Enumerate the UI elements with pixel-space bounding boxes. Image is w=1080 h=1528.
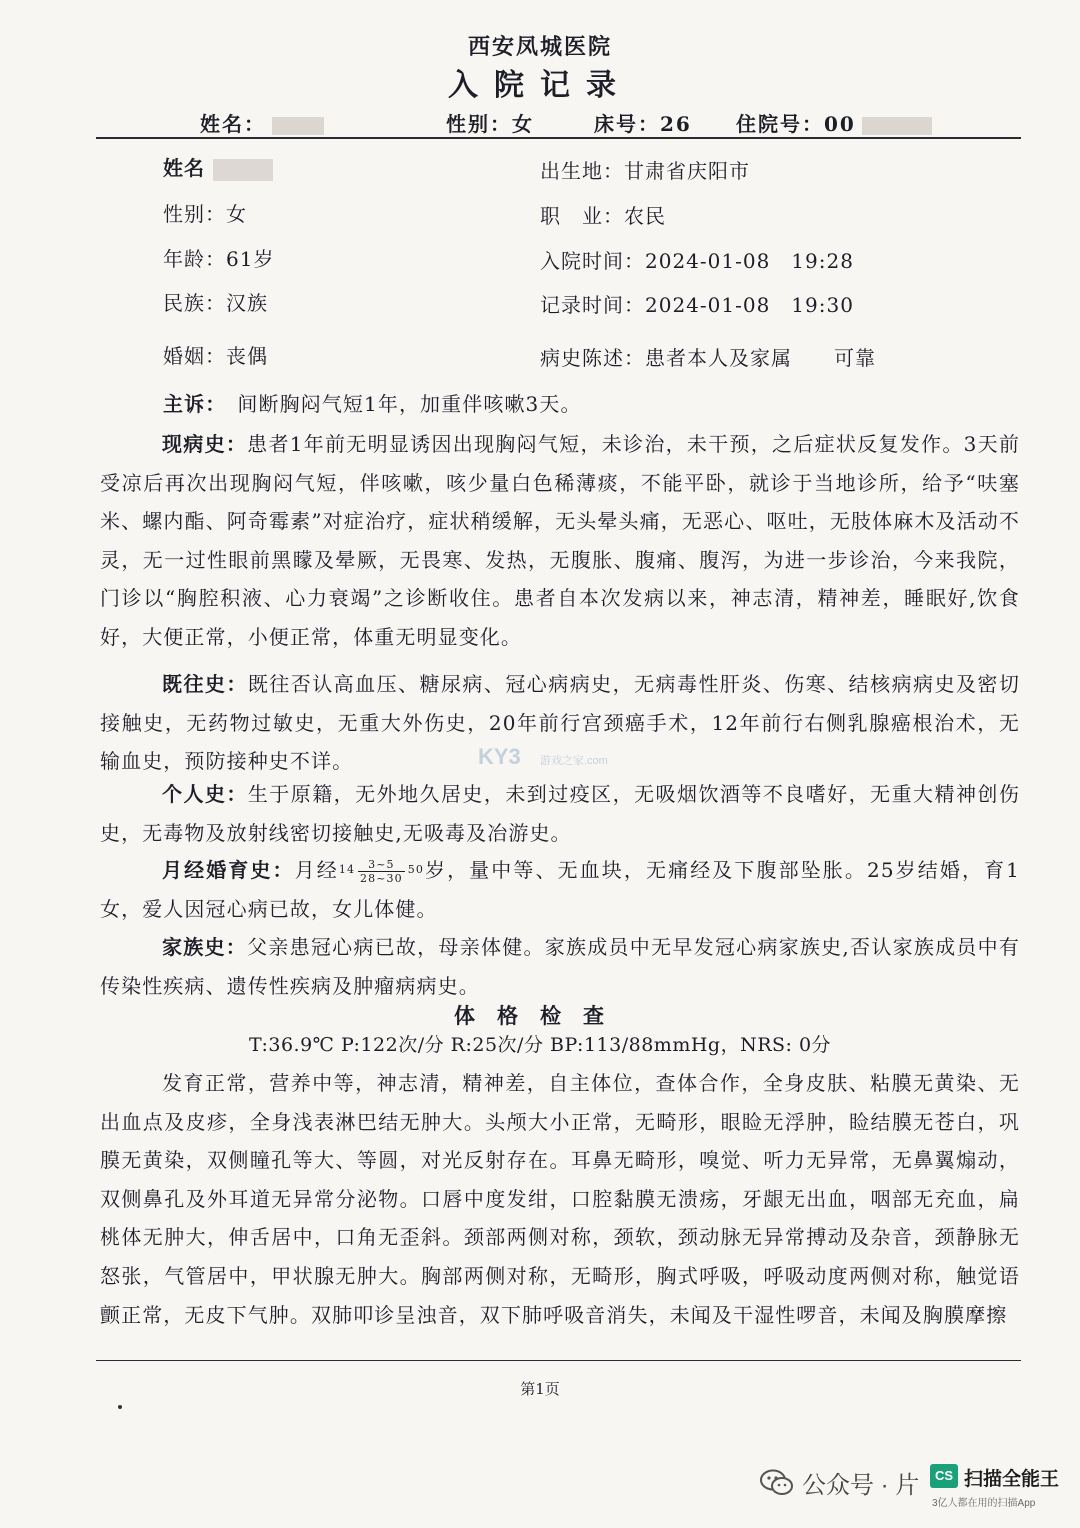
menstrual-cycle: 28~30	[360, 872, 403, 885]
menstrual-fraction	[358, 858, 405, 885]
header-name-label: 姓名：	[200, 112, 266, 136]
info-ethnicity: 民族：汉族	[163, 291, 268, 315]
menopause-age: 50	[407, 863, 424, 876]
info-birthplace: 出生地：甘肃省庆阳市	[540, 159, 750, 183]
redacted-patient-name	[213, 159, 273, 181]
family-history-label: 家族史：	[162, 935, 248, 959]
info-occupation: 职 业：农民	[540, 204, 666, 228]
info-gender: 性别：女	[163, 202, 247, 226]
header-divider	[96, 137, 1021, 139]
chief-complaint	[163, 385, 1013, 424]
site-watermark-sub: 游戏之家.com	[540, 755, 608, 767]
info-name-label: 姓名	[163, 156, 205, 180]
menstrual-history-text: 岁，量中等、无血块，无痛经及下腹部坠胀。25岁结婚，育1女，爱人因冠心病已故，女儿体健。	[100, 858, 1021, 921]
wechat-icon	[760, 1469, 794, 1497]
camscanner-tagline: 3亿人都在用的扫描App	[932, 1498, 1036, 1509]
physical-exam-text: 发育正常，营养中等，神志清，精神差，自主体位，查体合作，全身皮肤、粘膜无黄染、无出血点及皮疹，全身浅表淋巴结无肿大。头颅大小正常，无畸形，眼睑无浮肿，睑结膜无苍白，巩膜无黄染，双侧瞳孔等大、等圆，对光反射存在。耳鼻无畸形，嗅觉、听力无异常，无鼻翼煽动，双侧鼻孔及外耳道无异常分泌物。口唇中度发绀，口腔黏膜无溃疡，牙龈无出血，咽部无充血，扁桃体无肿大，伸舌居中，口角无歪斜。颈部两侧对称，颈软，颈动脉无异常搏动及杂音，颈静脉无怒张，气管居中，甲状腺无肿大。胸部两侧对称，无畸形，胸式呼吸，呼吸动度两侧对称，触觉语颤正常，无皮下气肿。双肺叩诊呈浊音，双下肺呼吸音消失，未闻及干湿性啰音，未闻及胸膜摩擦	[100, 1071, 1020, 1327]
info-admit-time: 入院时间：2024-01-08 19:28	[540, 249, 854, 273]
camscanner-badge	[930, 1462, 1060, 1512]
header-name	[200, 108, 324, 137]
wechat-account-label	[760, 1465, 919, 1500]
family-history-text: 父亲患冠心病已故，母亲体健。家族成员中无早发冠心病家族史,否认家族成员中有传染性疾病、遗传性疾病及肿瘤病病史。	[100, 935, 1020, 998]
camscanner-logo-icon: CS	[930, 1464, 958, 1488]
present-illness-text: 患者1年前无明显诱因出现胸闷气短，未诊治，未干预，之后症状反复发作。3天前受凉后再次出现胸闷气短，伴咳嗽，咳少量白色稀薄痰，不能平卧，就诊于当地诊所，给予“呋塞米、螺内酯、阿奇霉素”对症治疗，症状稍缓解，无头晕头痛，无恶心、呕吐，无肢体麻木及活动不灵，无一过性眼前黑矇及晕厥，无畏寒、发热，无腹胀、腹痛、腹泻，为进一步诊治，今来我院，门诊以“胸腔积液、心力衰竭”之诊断收住。患者自本次发病以来，神志清，精神差，睡眠好,饮食好，大便正常，小便正常，体重无明显变化。	[100, 432, 1020, 649]
menstrual-prefix: 月经	[294, 858, 339, 882]
redacted-admission-mask	[862, 117, 932, 135]
redacted-name-mask	[272, 117, 324, 135]
menarche-age: 14	[338, 863, 356, 876]
personal-history-label: 个人史：	[162, 782, 248, 806]
chief-complaint-label: 主诉：	[163, 392, 217, 416]
footer-divider	[96, 1360, 1021, 1361]
past-history-label: 既往史：	[162, 672, 248, 696]
info-name	[163, 152, 273, 181]
personal-history-text: 生于原籍，无外地久居史，未到过疫区，无吸烟饮酒等不良嗜好，无重大精神创伤史，无毒物及放射线密切接触史,无吸毒及冶游史。	[100, 782, 1020, 845]
physical-exam-title: 体格检查	[454, 1003, 626, 1028]
site-watermark-logo: KY3	[478, 744, 521, 769]
info-marital: 婚姻：丧偶	[163, 344, 268, 368]
document-title: 入院记录	[448, 68, 632, 103]
info-history-source: 病史陈述：患者本人及家属 可靠	[540, 346, 876, 370]
past-history-text: 既往否认高血压、糖尿病、冠心病病史，无病毒性肝炎、伤寒、结核病病史及密切接触史，无药物过敏史，无重大外伤史，20年前行宫颈癌手术，12年前行右侧乳腺癌根治术，无输血史，预防接种史不详。	[100, 672, 1020, 774]
menstrual-duration: 3~5	[358, 858, 405, 872]
hospital-name: 西安凤城医院	[467, 34, 612, 60]
info-age: 年龄：61岁	[163, 247, 275, 271]
scan-speck	[118, 1405, 122, 1409]
admission-no-text: 住院号：00	[736, 112, 856, 136]
family-history	[100, 928, 1020, 1005]
present-illness	[100, 425, 1020, 657]
header-gender: 性别：女	[446, 112, 534, 136]
menstrual-history-label: 月经婚育史：	[162, 858, 295, 882]
chief-complaint-text: 间断胸闷气短1年，加重伴咳嗽3天。	[237, 392, 582, 416]
personal-history	[100, 775, 1020, 852]
camscanner-name: 扫描全能王	[964, 1469, 1060, 1490]
header-bed: 床号：26	[594, 112, 692, 136]
header-admission-no	[736, 108, 932, 137]
vital-signs: T:36.9℃ P:122次/分 R:25次/分 BP:113/88mmHg，NRS: 0分	[248, 1034, 832, 1056]
page-number: 第1页	[520, 1380, 560, 1398]
menstrual-history	[100, 851, 1020, 928]
present-illness-label: 现病史：	[162, 432, 248, 456]
info-record-time: 记录时间：2024-01-08 19:30	[540, 293, 854, 317]
wechat-account-text: 公众号 · 片	[802, 1472, 920, 1499]
